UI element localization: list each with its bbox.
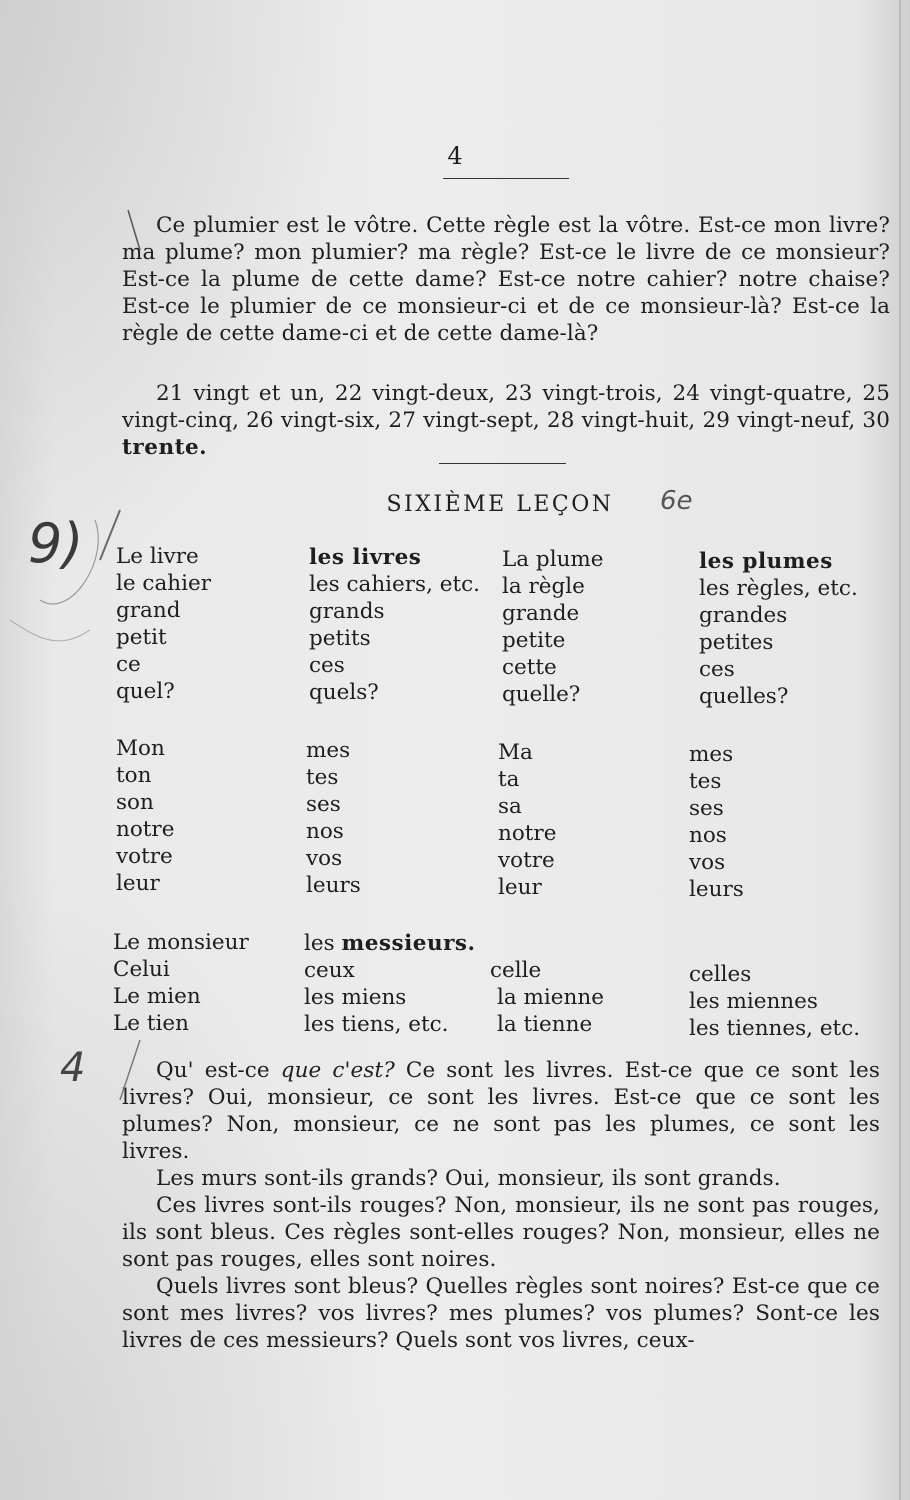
- cell: grands: [309, 599, 385, 624]
- cell: quels?: [309, 680, 379, 705]
- cell: sa: [498, 794, 522, 819]
- cell: les miens: [304, 985, 407, 1010]
- cell: votre: [498, 848, 555, 873]
- cell: leur: [498, 875, 542, 900]
- cell: leurs: [689, 877, 744, 902]
- cell: les plumes: [699, 549, 833, 574]
- cell: la mienne: [497, 985, 604, 1010]
- cell: les tiens, etc.: [304, 1012, 449, 1037]
- handwritten-left-mark: 9): [28, 512, 84, 575]
- cell: tes: [306, 765, 339, 790]
- cell: les cahiers, etc.: [309, 572, 480, 597]
- cell: petit: [116, 625, 167, 650]
- cell: petits: [309, 626, 371, 651]
- cell: leurs: [306, 873, 361, 898]
- cell: ces: [699, 657, 735, 682]
- cell: ce: [116, 652, 141, 677]
- cell: votre: [116, 844, 173, 869]
- cell: notre: [498, 821, 557, 846]
- cell: nos: [689, 823, 727, 848]
- cell: Celui: [113, 957, 170, 982]
- cell: mes: [689, 742, 734, 767]
- cell: tes: [689, 769, 722, 794]
- dialogue-paragraph-4: Quels livres sont bleus? Quelles règles sont noires? Est-ce que ce sont mes livres? vos livres? mes plumes? vos plumes? Sont-ce les livres de ces messieurs? Quels sont vos livres, ceux-: [122, 1274, 880, 1353]
- cell: leur: [116, 871, 160, 896]
- cell: mes: [306, 738, 351, 763]
- cell: quelles?: [699, 684, 789, 709]
- intro-paragraph-text: Ce plumier est le vôtre. Cette règle est la vôtre. Est-ce mon livre? ma plume? mon plumier? ma règle? Est-ce le livre de ce monsieur? Est-ce la plume de cette dame? Est-ce notre cahier? notre chaise? Est-ce le plumier de ce monsieur-ci et de ce monsieur-là? Est-ce la règle de cette dame-ci et de cette dame-là?: [122, 213, 890, 346]
- cell: petites: [699, 630, 774, 655]
- cell: Le mien: [113, 984, 201, 1009]
- cell: grand: [116, 598, 181, 623]
- cell: ces: [309, 653, 345, 678]
- handwritten-lesson-mark: 6e: [660, 486, 693, 516]
- cell: les messieurs.: [304, 931, 476, 956]
- dialogue-paragraph-2: Les murs sont-ils grands? Oui, monsieur, ils sont grands.: [156, 1166, 781, 1191]
- cell: Le tien: [113, 1011, 189, 1036]
- cell: ses: [689, 796, 724, 821]
- cell: ton: [116, 763, 152, 788]
- cell: grande: [502, 601, 580, 626]
- cell: la règle: [502, 574, 585, 599]
- cell: la tienne: [497, 1012, 593, 1037]
- cell: les règles, etc.: [699, 576, 858, 601]
- cell: les livres: [309, 545, 422, 570]
- cell: celles: [689, 962, 752, 987]
- cell: Mon: [116, 736, 165, 761]
- cell: quelle?: [502, 682, 581, 707]
- cell: le cahier: [116, 571, 212, 596]
- cell: ta: [498, 767, 520, 792]
- handwritten-side-mark: 4: [60, 1045, 86, 1091]
- cell: les miennes: [689, 989, 818, 1014]
- dialogue-paragraph-1: Qu' est-ce que c'est? Ce sont les livres. Est-ce que ce sont les livres? Oui, monsieur, ce sont les livres. Est-ce que ce sont les plumes? Non, monsieur, ce ne sont pas les plumes, ce sont les livres.: [122, 1058, 881, 1164]
- cell: cette: [502, 655, 557, 680]
- cell: son: [116, 790, 154, 815]
- cell: La plume: [502, 547, 604, 572]
- cell: grandes: [699, 603, 788, 628]
- page-number: 4: [447, 142, 463, 170]
- cell: ceux: [304, 958, 355, 983]
- cell: Le livre: [116, 544, 199, 569]
- cell: Ma: [498, 740, 533, 765]
- cell: notre: [116, 817, 175, 842]
- numbers-text: 21 vingt et un, 22 vingt-deux, 23 vingt-trois, 24 vingt-quatre, 25 vingt-cinq, 26 vingt-six, 27 vingt-sept, 28 vingt-huit, 29 vingt-neuf, 30: [122, 381, 890, 433]
- cell: les tiennes, etc.: [689, 1016, 861, 1041]
- cell: petite: [502, 628, 566, 653]
- cell: celle: [490, 958, 542, 983]
- cell: quel?: [116, 679, 175, 704]
- lesson-title: SIXIÈME LEÇON: [386, 492, 614, 517]
- cell: vos: [306, 846, 343, 871]
- cell: Le monsieur: [113, 930, 249, 955]
- dialogue-paragraph-3: Ces livres sont-ils rouges? Non, monsieur, ils ne sont pas rouges, ils sont bleus. Ces règles sont-elles rouges? Non, monsieur, elles ne sont pas rouges, elles sont noires.: [122, 1193, 880, 1272]
- cell: vos: [689, 850, 726, 875]
- cell: nos: [306, 819, 344, 844]
- numbers-bold-word: trente.: [122, 435, 208, 460]
- cell: ses: [306, 792, 341, 817]
